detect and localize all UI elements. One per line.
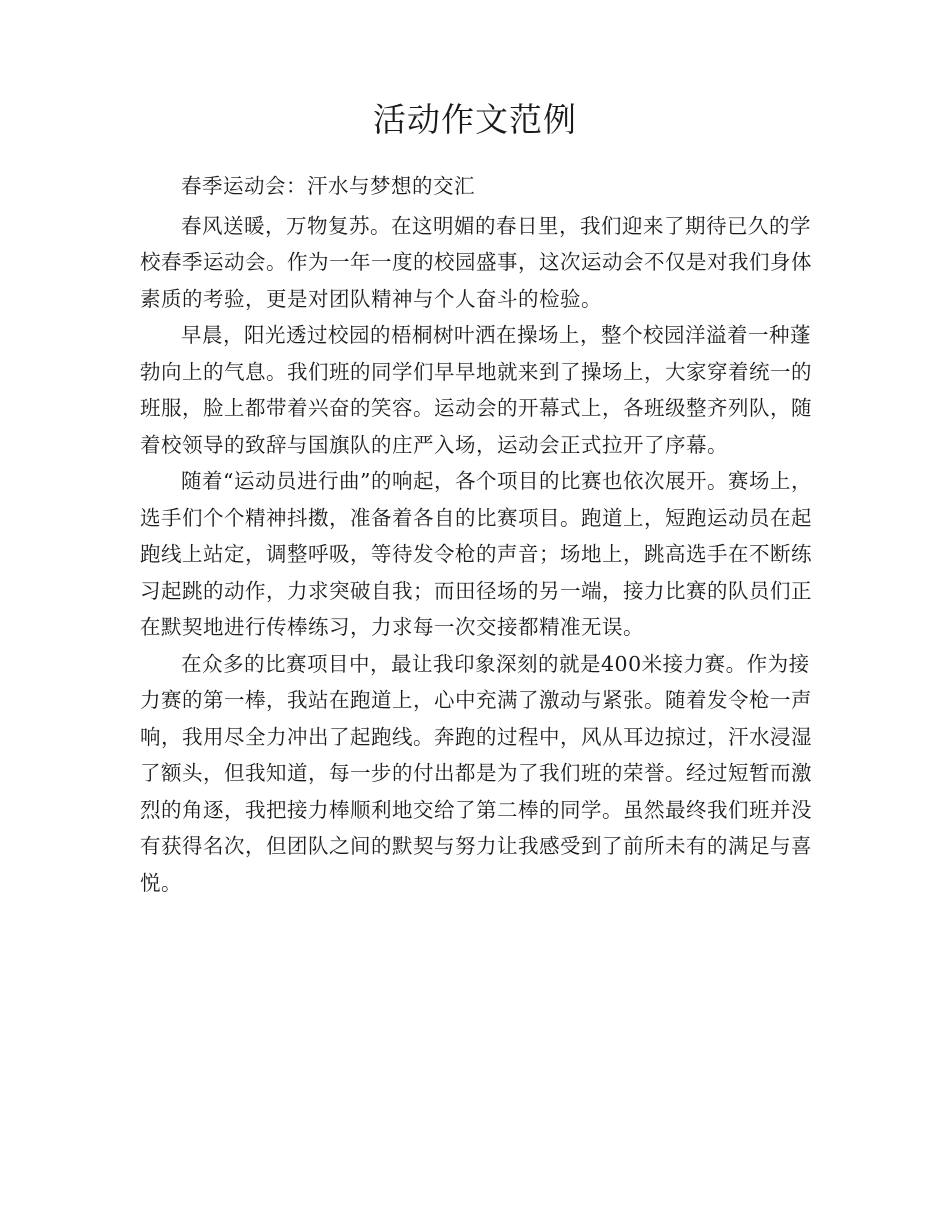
paragraph-3: 随着“运动员进行曲”的响起，各个项目的比赛也依次展开。赛场上，选手们个个精神抖擞，准备着各自的比赛项目。跑道上，短跑运动员在起跑线上站定，调整呼吸，等待发令枪的声音；场地上，跳高选手在不断练习起跳的动作，力求突破自我；而田径场的另一端，接力比赛的队员们正在默契地进行传棒练习，力求每一次交接都精准无误。 bbox=[140, 469, 812, 639]
essay-subtitle: 春季运动会：汗水与梦想的交汇 bbox=[181, 174, 475, 198]
document-title: 活动作文范例 bbox=[373, 100, 577, 139]
paragraph-4: 在众多的比赛项目中，最让我印象深刻的就是400米接力赛。作为接力赛的第一棒，我站在跑道上，心中充满了激动与紧张。随着发令枪一声响，我用尽全力冲出了起跑线。奔跑的过程中，风从耳边掠过，汗水浸湿了额头，但我知道，每一步的付出都是为了我们班的荣誉。经过短暂而激烈的角逐，我把接力棒顺利地交给了第二棒的同学。虽然最终我们班并没有获得名次，但团队之间的默契与努力让我感受到了前所未有的满足与喜悦。 bbox=[140, 651, 812, 895]
paragraph-1: 春风送暖，万物复苏。在这明媚的春日里，我们迎来了期待已久的学校春季运动会。作为一年一度的校园盛事，这次运动会不仅是对我们身体素质的考验，更是对团队精神与个人奋斗的检验。 bbox=[140, 213, 812, 311]
paragraph-2: 早晨，阳光透过校园的梧桐树叶洒在操场上，整个校园洋溢着一种蓬勃向上的气息。我们班的同学们早早地就来到了操场上，大家穿着统一的班服，脸上都带着兴奋的笑容。运动会的开幕式上，各班级整齐列队，随着校领导的致辞与国旗队的庄严入场，运动会正式拉开了序幕。 bbox=[140, 323, 812, 457]
document-body bbox=[140, 168, 820, 901]
